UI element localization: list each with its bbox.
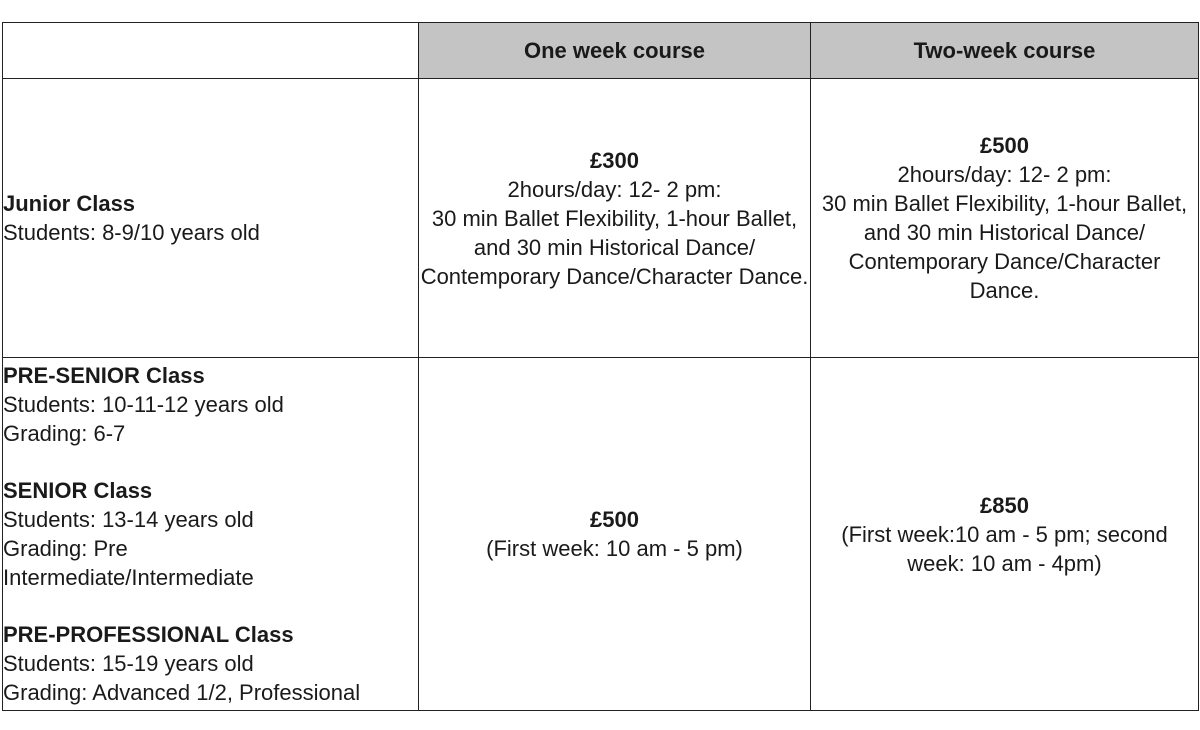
junior-one-week-description: 30 min Ballet Flexibility, 1-hour Ballet, and 30 min Historical Dance/ Contemporary Dance/Character Dance.: [420, 205, 809, 289]
senior-classes-row: [3, 358, 1199, 711]
header-blank-cell: [3, 23, 419, 79]
junior-two-week-hours: 2hours/day: 12- 2 pm:: [897, 162, 1112, 187]
pre-senior-class-students: Students: 10-11-12 years old: [3, 392, 284, 417]
pricing-table: [2, 22, 1199, 711]
junior-one-week-price: £300: [590, 147, 639, 173]
header-one-week-course: One week course: [419, 23, 811, 79]
senior-class-group: [3, 476, 418, 592]
senior-class-students: Students: 13-14 years old: [3, 507, 254, 532]
senior-two-week-schedule: (First week:10 am - 5 pm; second week: 10 am - 4pm): [841, 521, 1168, 576]
senior-one-week-schedule: (First week: 10 am - 5 pm): [486, 536, 743, 561]
pre-professional-class-title: PRE-PROFESSIONAL Class: [3, 622, 294, 647]
pre-senior-class-title: PRE-SENIOR Class: [3, 363, 205, 388]
senior-class-title: SENIOR Class: [3, 478, 153, 503]
junior-two-week-price: £500: [980, 133, 1029, 158]
junior-two-week-cell: [811, 79, 1199, 358]
pre-senior-class-grading: Grading: 6-7: [3, 421, 126, 446]
pre-professional-class-grading: Grading: Advanced 1/2, Professional: [3, 680, 361, 705]
senior-one-week-price: £500: [590, 507, 639, 532]
senior-two-week-price: £850: [980, 492, 1029, 518]
senior-two-week-cell: [811, 358, 1199, 711]
junior-one-week-hours: 2hours/day: 12- 2 pm:: [507, 176, 722, 202]
senior-classes-label-cell: [3, 358, 419, 711]
junior-two-week-description: 30 min Ballet Flexibility, 1-hour Ballet, and 30 min Historical Dance/ Contemporary Dance/Character Dance.: [821, 191, 1188, 303]
senior-one-week-cell: [419, 358, 811, 711]
table-header-row: [3, 23, 1199, 79]
pre-senior-class-group: [3, 361, 418, 448]
junior-class-label-cell: [3, 79, 419, 358]
junior-class-row: [3, 79, 1199, 358]
pre-professional-class-students: Students: 15-19 years old: [3, 651, 254, 676]
junior-class-students: Students: 8-9/10 years old: [3, 220, 260, 245]
senior-class-grading: Grading: Pre Intermediate/Intermediate: [3, 536, 254, 590]
junior-one-week-cell: [419, 79, 811, 358]
junior-class-title: Junior Class: [3, 191, 136, 216]
pre-professional-class-group: [3, 620, 418, 707]
header-two-week-course: Two-week course: [811, 23, 1199, 79]
